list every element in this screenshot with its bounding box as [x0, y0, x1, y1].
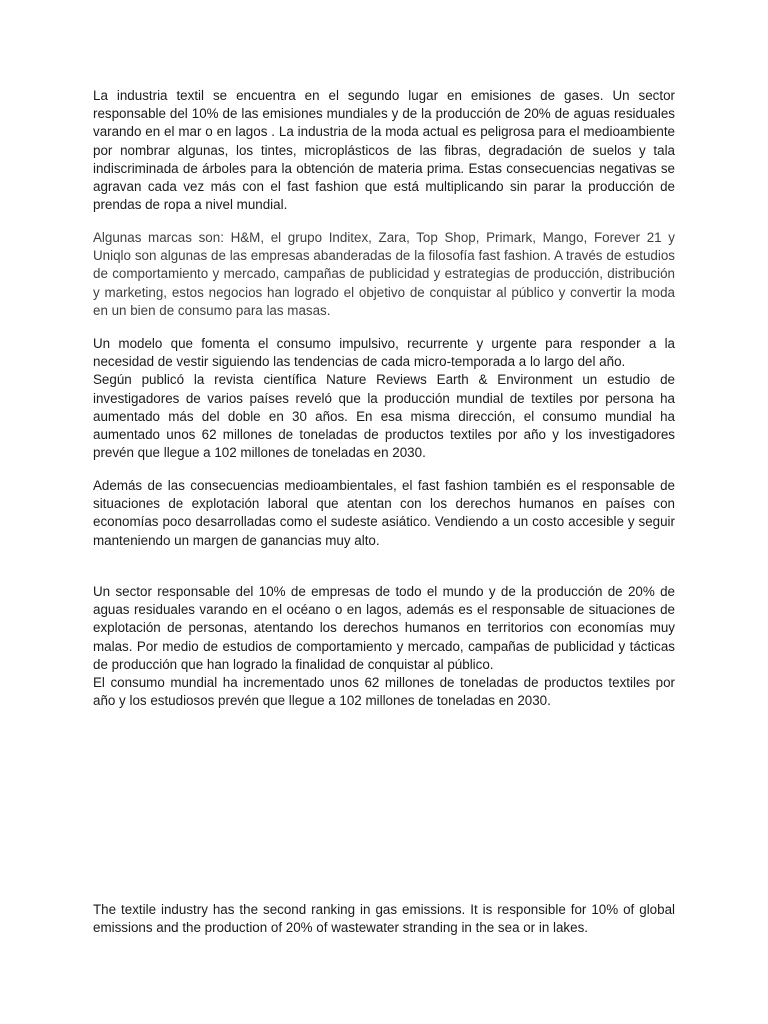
paragraph-line: El consumo mundial ha incrementado unos 62 millones de toneladas de productos textiles por año y los estudiosos prevén que llegue a 102 millones de toneladas en 2030.	[93, 675, 675, 709]
paragraph-line: Un modelo que fomenta el consumo impulsivo, recurrente y urgente para responder a la necesidad de vestir siguiendo las tendencias de cada micro-temporada a lo largo del año.	[93, 336, 675, 370]
paragraph-fast-fashion-brands	[93, 229, 675, 320]
paragraph-line: The textile industry has the second ranking in gas emissions. It is responsible for 10% of global emissions and the production of 20% of wastewater stranding in the sea or in lakes.	[93, 902, 675, 936]
paragraph-line: Algunas marcas son: H&M, el grupo Inditex, Zara, Top Shop, Primark, Mango, Forever 21 y Uniqlo son algunas de las empresas abanderadas de la filosofía fast fashion. A través de estudios de comportamiento y mercado, campañas de publicidad y estrategias de producción, distribución y marketing, estos negocios han logrado el objetivo de conquistar al público y convertir la moda en un bien de consumo para las masas.	[93, 230, 675, 318]
paragraph-environmental-impact	[93, 87, 675, 214]
paragraph-line: Según publicó la revista científica Nature Reviews Earth & Environment un estudio de investigadores de varios países reveló que la producción mundial de textiles por persona ha aumentado más del doble en 30 años. En esa misma dirección, el consumo mundial ha aumentado unos 62 millones de toneladas de productos textiles por año y los investigadores prevén que llegue a 102 millones de toneladas en 2030.	[93, 372, 675, 461]
paragraph-line: Un sector responsable del 10% de empresas de todo el mundo y de la producción de 20% de aguas residuales varando en el océano o en lagos, además es el responsable de situaciones de explotación de personas, atentando los derechos humanos en territorios con economías muy malas. Por medio de estudios de comportamiento y mercado, campañas de publicidad y tácticas de producción que han logrado la finalidad de conquistar al público.	[93, 584, 675, 672]
paragraph-line: La industria textil se encuentra en el segundo lugar en emisiones de gases. Un sector responsable del 10% de las emisiones mundiales y de la producción de 20% de aguas residuales varando en el mar o en lagos . La industria de la moda actual es peligrosa para el medioambiente por nombrar algunas, los tintes, microplásticos de las fibras, degradación de suelos y tala indiscriminada de árboles para la obtención de materia prima. Estas consecuencias negativas se agravan cada vez más con el fast fashion que está multiplicando sin parar la producción de prendas de ropa a nivel mundial.	[93, 88, 675, 213]
paragraph-consumption-model	[93, 335, 675, 462]
paragraph-line: Además de las consecuencias medioambientales, el fast fashion también es el responsable de situaciones de explotación laboral que atentan con los derechos humanos en países con economías poco desarrolladas como el sudeste asiático. Vendiendo a un costo accesible y seguir manteniendo un margen de ganancias muy alto.	[93, 478, 675, 548]
paragraph-labor-exploitation	[93, 477, 675, 550]
paragraph-sector-summary	[93, 583, 675, 710]
paragraph-english-translation	[93, 901, 675, 937]
